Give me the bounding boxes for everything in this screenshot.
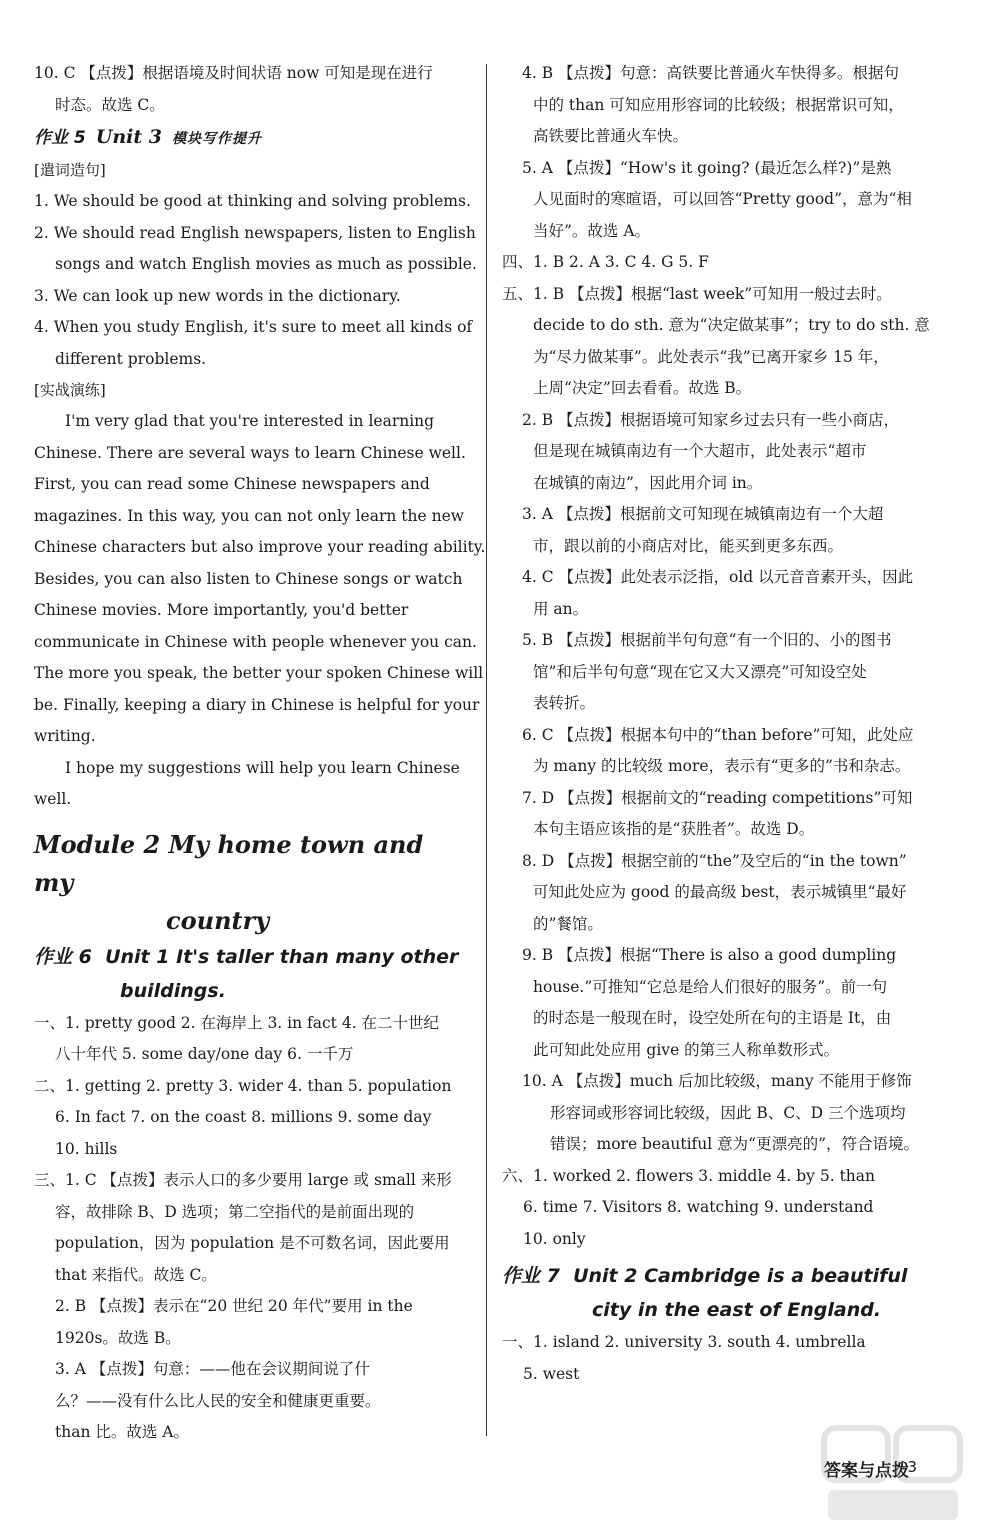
answer-line: 5. B 【点拨】根据前半句句意“有一个旧的、小的图书 <box>522 631 892 649</box>
answer-line: 6. In fact 7. on the coast 8. millions 9. some day <box>55 1108 432 1126</box>
homework-label: 作业 5 <box>34 128 86 148</box>
answer-line: 4. B 【点拨】句意：高铁要比普通火车快得多。根据句 <box>522 64 900 82</box>
answer-line: 3. A 【点拨】句意：——他在会议期间说了什 <box>55 1360 370 1378</box>
footer-label: 答案与点拨 <box>824 1461 909 1481</box>
essay-line: magazines. In this way, you can not only learn the new <box>34 506 465 525</box>
answer-line: population，因为 population 是不可数名词，因此要用 <box>55 1234 450 1252</box>
unit-label: Unit 3 <box>95 126 162 148</box>
column-divider <box>486 64 487 1436</box>
essay-line: Chinese movies. More importantly, you'd better <box>34 601 409 619</box>
answer-line: 容，故排除 B、D 选项；第二空指代的是前面出现的 <box>55 1202 415 1221</box>
module-title: Module 2 My home town and my <box>34 829 424 897</box>
unit-title-cont: buildings. <box>120 979 226 1002</box>
sentence-line: songs and watch English movies as much as possible. <box>55 255 477 273</box>
answer-line: 10. only <box>523 1229 586 1248</box>
sentence-line: 3. We can look up new words in the dictionary. <box>34 286 401 305</box>
watermark-logo-icon <box>818 1418 968 1526</box>
homework-label: 作业 7 <box>502 1265 560 1287</box>
answer-line: 6. time 7. Visitors 8. watching 9. understand <box>523 1198 874 1216</box>
answer-line: 四、1. B 2. A 3. C 4. G 5. F <box>502 253 709 271</box>
unit-title: Unit 2 Cambridge is a beautiful <box>573 1265 908 1287</box>
answer-line: 用 an。 <box>533 599 589 618</box>
answer-line: 2. B 【点拨】根据语境可知家乡过去只有一些小商店， <box>522 410 900 429</box>
answer-line: 一、1. island 2. university 3. south 4. umbrella <box>502 1333 866 1351</box>
answer-line: 但是现在城镇南边有一个大超市，此处表示“超市 <box>533 442 867 460</box>
sentence-line: different problems. <box>55 349 207 368</box>
answer-line: 10. hills <box>55 1139 118 1158</box>
answer-line: 时态。故选 C。 <box>55 95 165 114</box>
section-label: [实战演练] <box>34 381 106 399</box>
answer-line: 5. west <box>523 1364 580 1383</box>
answer-line: 本句主语应该指的是“获胜者”。故选 D。 <box>533 820 815 838</box>
answer-line: 市，跟以前的小商店对比，能买到更多东西。 <box>533 536 844 555</box>
left-column <box>34 58 486 1449</box>
homework-5-heading <box>34 121 470 155</box>
answer-line: 人见面时的寒暄语，可以回答“Pretty good”，意为“相 <box>533 190 912 208</box>
essay-line: I'm very glad that you're interested in learning <box>65 412 435 430</box>
essay-line: Chinese. There are several ways to learn Chinese well. <box>34 443 466 462</box>
answer-line: 八十年代 5. some day/one day 6. 一千万 <box>55 1045 354 1063</box>
answer-line: decide to do sth. 意为“决定做某事”；try to do sth. 意 <box>533 316 930 334</box>
answer-line: 3. A 【点拨】根据前文可知现在城镇南边有一个大超 <box>522 505 884 523</box>
section-title: 模块写作提升 <box>171 131 262 147</box>
answer-line: 在城镇的南边”，因此用介词 in。 <box>533 473 763 492</box>
answer-line: 5. A 【点拨】“How's it going? (最近怎么样?)”是熟 <box>522 158 892 177</box>
module-title-cont: country <box>166 905 270 935</box>
answer-line: 么？——没有什么比人民的安全和健康更重要。 <box>55 1391 381 1410</box>
answer-line: 8. D 【点拨】根据空前的“the”及空后的“in the town” <box>522 851 907 870</box>
answer-line: 上周“决定”回去看看。故选 B。 <box>533 379 752 397</box>
homework-label: 作业 6 <box>34 945 92 968</box>
answer-line: 表转折。 <box>533 694 596 712</box>
unit-title-cont: city in the east of England. <box>592 1299 882 1321</box>
answer-line: 二、1. getting 2. pretty 3. wider 4. than 5. population <box>34 1076 452 1095</box>
answer-line: 当好”。故选 A。 <box>533 221 651 240</box>
sentence-line: 1. We should be good at thinking and solving problems. <box>34 192 471 210</box>
answer-line: 三、1. C 【点拨】表示人口的多少要用 large 或 small 来形 <box>34 1171 452 1189</box>
answer-line: 的时态是一般现在时，设空处所在句的主语是 It，由 <box>533 1009 892 1027</box>
answer-line: 中的 than 可知应用形容词的比较级；根据常识可知， <box>533 95 904 114</box>
essay-line: I hope my suggestions will help you learn Chinese <box>65 758 460 777</box>
answer-line: 10. A 【点拨】much 后加比较级，many 不能用于修饰 <box>522 1072 912 1090</box>
answer-line: 为 many 的比较级 more，表示有“更多的”书和杂志。 <box>533 757 911 775</box>
essay-line: be. Finally, keeping a diary in Chinese is helpful for your <box>34 695 480 714</box>
sentence-line: 4. When you study English, it's sure to meet all kinds of <box>34 318 473 336</box>
answer-line: 4. C 【点拨】此处表示泛指，old 以元音音素开头，因此 <box>522 568 914 586</box>
answer-line: than 比。故选 A。 <box>55 1423 189 1441</box>
answer-line: 2. B 【点拨】表示在“20 世纪 20 年代”要用 in the <box>55 1297 413 1315</box>
essay-line: Chinese characters but also improve your reading ability. <box>34 538 486 556</box>
answer-line: 1920s。故选 B。 <box>55 1328 181 1347</box>
answer-line: 为“尽力做某事”。此处表示“我”已离开家乡 15 年， <box>533 347 889 366</box>
unit-title: Unit 1 It's taller than many other <box>105 945 459 968</box>
answer-line: 五、1. B 【点拨】根据“last week”可知用一般过去时。 <box>502 284 892 303</box>
essay-line: well. <box>34 790 72 808</box>
page-number: 3 <box>907 1458 917 1476</box>
answer-line: 10. C 【点拨】根据语境及时间状语 now 可知是现在进行 <box>34 64 433 82</box>
essay-line: The more you speak, the better your spoken Chinese will <box>34 664 484 682</box>
answer-line: 的”餐馆。 <box>533 914 603 933</box>
answer-line: 高铁要比普通火车快。 <box>533 127 689 145</box>
answer-line: 六、1. worked 2. flowers 3. middle 4. by 5. than <box>502 1166 875 1185</box>
answer-line: 7. D 【点拨】根据前文的“reading competitions”可知 <box>522 788 913 807</box>
sentence-line: 2. We should read English newspapers, listen to English <box>34 223 476 242</box>
essay-line: writing. <box>34 727 96 745</box>
answer-line: 此可知此处应用 give 的第三人称单数形式。 <box>533 1040 840 1059</box>
answer-line: 错误；more beautiful 意为“更漂亮的”，符合语境。 <box>550 1135 919 1153</box>
homework-6-heading <box>34 940 470 974</box>
answer-line: 6. C 【点拨】根据本句中的“than before”可知，此处应 <box>522 725 914 744</box>
answer-line: 馆”和后半句句意“现在它又大又漂亮”可知设空处 <box>533 662 867 681</box>
answer-line: 一、1. pretty good 2. 在海岸上 3. in fact 4. 在二十世纪 <box>34 1013 440 1032</box>
answer-line: 可知此处应为 good 的最高级 best，表示城镇里“最好 <box>533 883 907 901</box>
essay-line: communicate in Chinese with people whenever you can. <box>34 632 477 651</box>
essay-line: Besides, you can also listen to Chinese songs or watch <box>34 569 463 588</box>
answer-line: house.”可推知“它总是给人们很好的服务”。前一句 <box>533 977 888 996</box>
answer-line: 形容词或形容词比较级，因此 B、C、D 三个选项均 <box>550 1103 906 1122</box>
right-column <box>502 58 940 1390</box>
section-label: [遣词造句] <box>34 161 106 179</box>
answer-line: that 来指代。故选 C。 <box>55 1265 217 1284</box>
essay-line: First, you can read some Chinese newspapers and <box>34 475 430 493</box>
answer-line: 9. B 【点拨】根据“There is also a good dumpling <box>522 946 897 964</box>
homework-7-heading <box>502 1259 940 1293</box>
